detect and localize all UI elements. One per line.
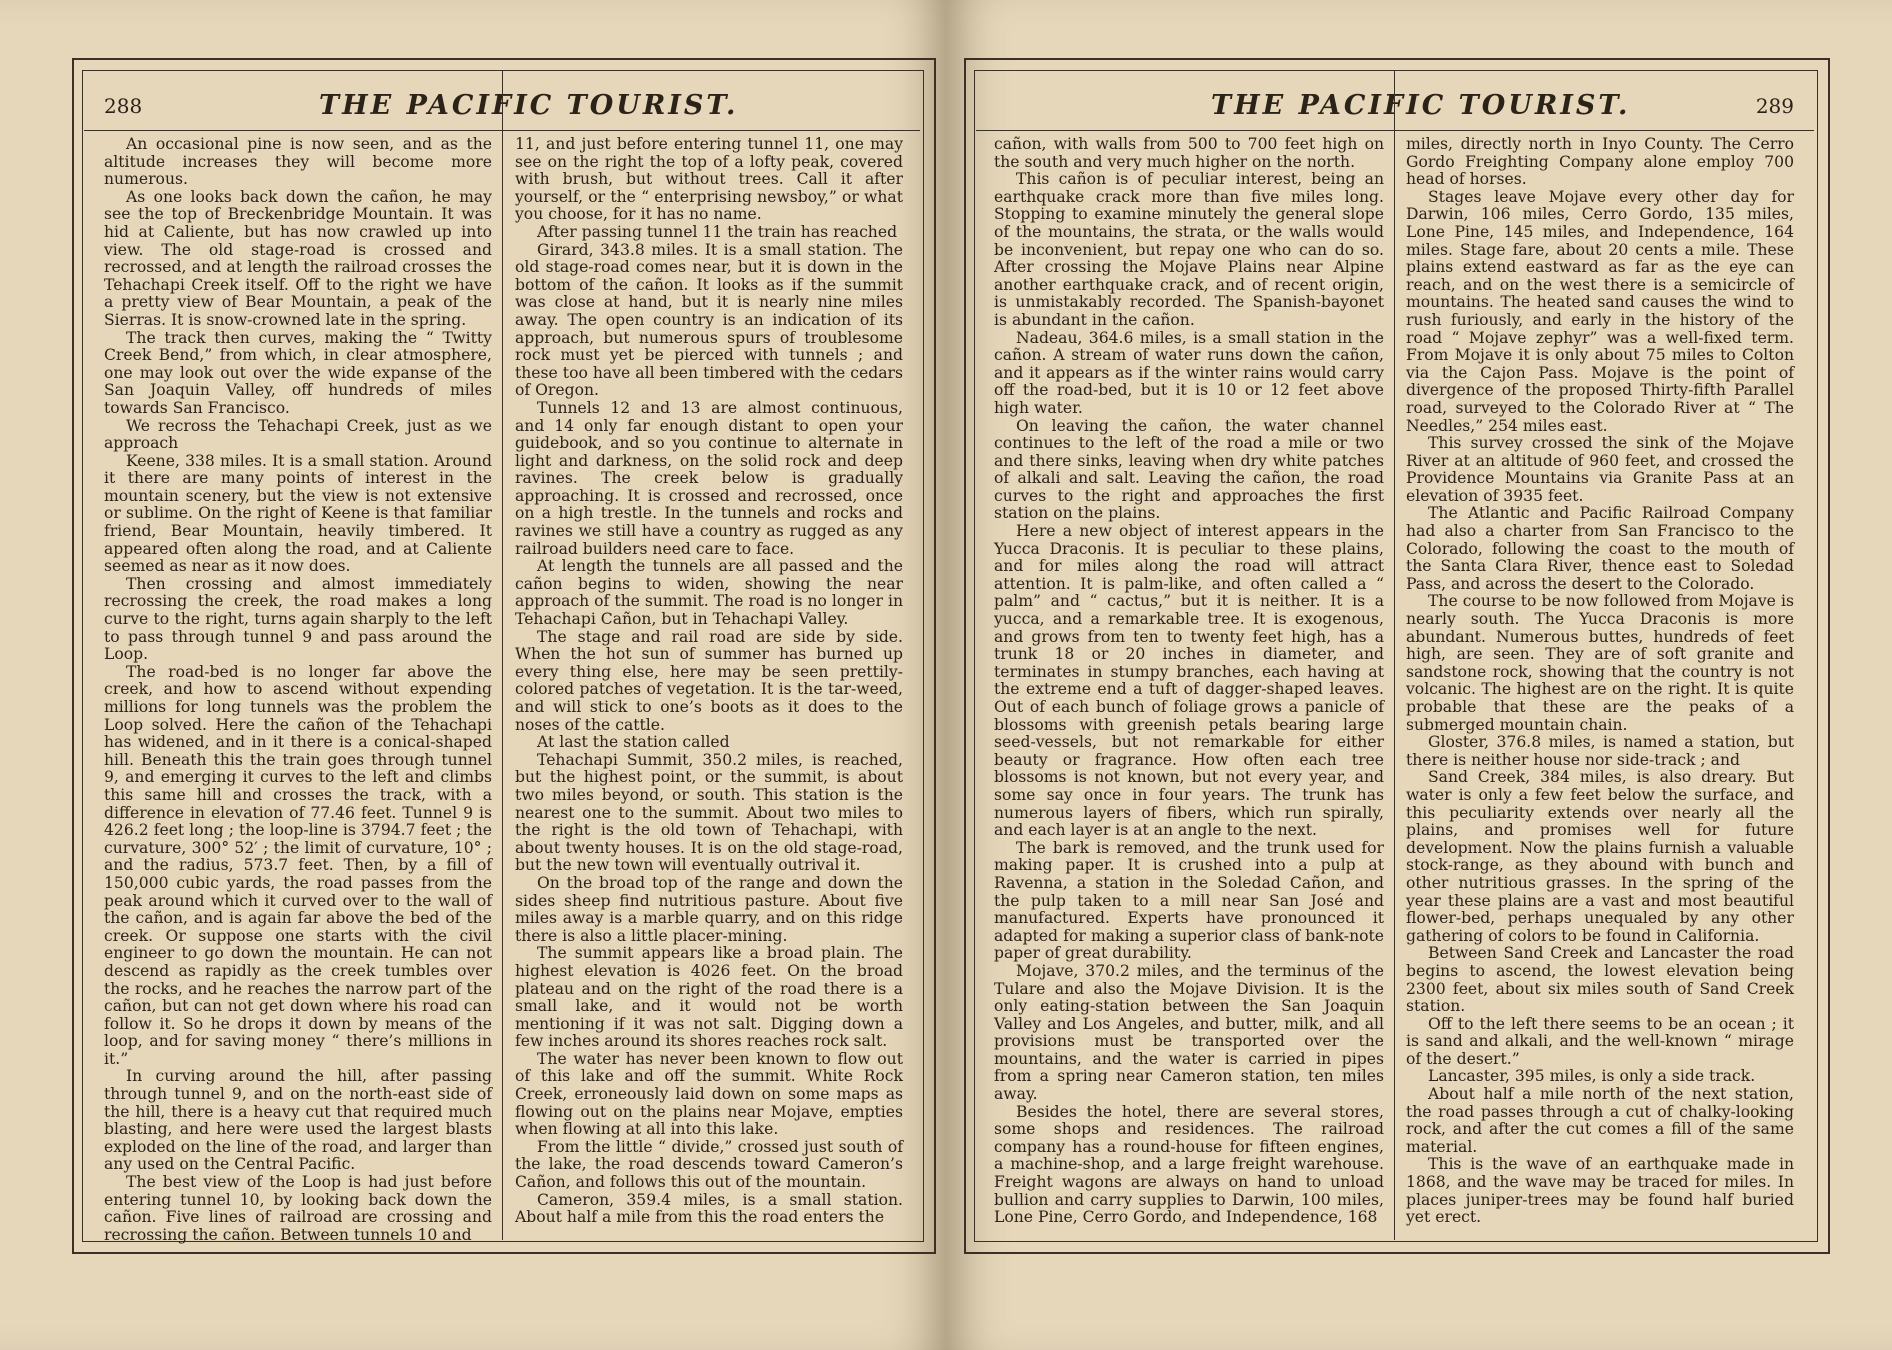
- paragraph: As one looks back down the cañon, he may see the top of Breckenbridge Mountain. It was hid at Caliente, but has now crawled up into view. The old stage-road is crossed and recrossed, and at length the railroad crosses the Tehachapi Creek itself. Off to the right we have a pretty view of Bear Mountain, a peak of the Sierras. It is snow-crowned late in the spring.: [104, 187, 492, 329]
- paragraph: Gloster, 376.8 miles, is named a station, but there is neither house nor side-track ; and: [1406, 733, 1794, 769]
- paragraph: The best view of the Loop is had just before entering tunnel 10, by looking back down the cañon. Five lines of railroad are crossing and recrossing the cañon. Between tunnels 10 and: [104, 1173, 492, 1244]
- running-title: THE PACIFIC TOURIST.: [319, 90, 739, 121]
- page-number: 289: [1755, 94, 1794, 118]
- paragraph: The water has never been known to flow out of this lake and off the summit. White Rock Creek, erroneously laid down on some maps as flowing out on the plains near Mojave, empties when flowing at all into this lake.: [515, 1049, 903, 1139]
- paragraph: Besides the hotel, there are several stores, some shops and residences. The railroad company has a round-house for fifteen engines, a machine-shop, and a large freight warehouse. Freight wagons are always on hand to unload bullion and carry supplies to Darwin, 100 miles, Lone Pine, Cerro Gordo, and Independence, 168: [994, 1102, 1384, 1227]
- paragraph: miles, directly north in Inyo County. The Cerro Gordo Freighting Company alone employ 700 head of horses.: [1406, 135, 1794, 189]
- paragraph: cañon, with walls from 500 to 700 feet high on the south and very much higher on the north.: [994, 135, 1384, 171]
- paragraph: This is the wave of an earthquake made in 1868, and the wave may be traced for miles. In places juniper-trees may be found half buried yet erect.: [1406, 1155, 1794, 1227]
- paragraph: This survey crossed the sink of the Mojave River at an altitude of 960 feet, and crossed the Providence Mountains via Granite Pass at an elevation of 3935 feet.: [1406, 434, 1794, 505]
- paragraph: Nadeau, 364.6 miles, is a small station in the cañon. A stream of water runs down the cañon, and it appears as if the winter rains would carry off the road-bed, but it is 10 or 12 feet above high water.: [994, 328, 1384, 417]
- paragraph: Girard, 343.8 miles. It is a small station. The old stage-road comes near, but it is down in the bottom of the cañon. It looks as if the summit was close at hand, but it is nearly nine miles away. The open country is an indication of its approach, but numerous spurs of troublesome rock must yet be pierced with tunnels ; and these too have all been timbered with the cedars of Oregon.: [515, 240, 903, 400]
- paragraph: The summit appears like a broad plain. The highest elevation is 4026 feet. On the broad plateau and on the right of the road there is a small lake, and it would not be worth mentioning if it was not salt. Digging down a few inches around its shores reaches rock salt.: [515, 944, 903, 1051]
- paragraph: Stages leave Mojave every other day for Darwin, 106 miles, Cerro Gordo, 135 miles, Lone Pine, 145 miles, and Independence, 164 miles. Stage fare, about 20 cents a mile. These plains extend eastward as far as the eye can reach, and on the west there is a semicircle of mountains. The heated sand causes the wind to rush furiously, and early in the history of the road “ Mojave zephyr” was a well-fixed term. From Mojave it is only about 75 miles to Colton via the Cajon Pass. Mojave is the point of divergence of the proposed Thirty-fifth Parallel road, surveyed to the Colorado River at “ The Needles,” 254 miles east.: [1406, 187, 1794, 435]
- running-title: THE PACIFIC TOURIST.: [1211, 90, 1631, 121]
- paragraph: Lancaster, 395 miles, is only a side track.: [1428, 1067, 1756, 1086]
- paragraph: An occasional pine is now seen, and as the altitude increases they will become more numerous.: [104, 135, 492, 189]
- paragraph: 11, and just before entering tunnel 11, one may see on the right the top of a lofty peak, covered with brush, but without trees. Call it after yourself, or the “ enterprising newsboy,” or what you choose, for it has no name.: [515, 135, 903, 224]
- text-column-2: [515, 135, 903, 1227]
- paragraph: This cañon is of peculiar interest, being an earthquake crack more than five miles long. Stopping to examine minutely the general slope of the mountains, the strata, or the walls would be inconvenient, but repay one who can do so. After crossing the Mojave Plains near Alpine another earthquake crack, and of recent origin, is unmistakably recorded. The Spanish-bayonet is abundant in the cañon.: [994, 170, 1384, 329]
- column-divider: [502, 70, 503, 1240]
- paragraph: Tunnels 12 and 13 are almost continuous, and 14 only far enough distant to open your guidebook, and so you continue to alternate in light and darkness, on the solid rock and deep ravines. The creek below is gradually approaching. It is crossed and recrossed, once on a high trestle. In the tunnels and rocks and ravines we still have a country as rugged as any railroad builders need care to face.: [515, 398, 903, 558]
- text-column-1: [104, 135, 492, 1244]
- paragraph: Cameron, 359.4 miles, is a small station. About half a mile from this the road enters the: [515, 1190, 903, 1227]
- paragraph: The track then curves, making the “ Twitty Creek Bend,” from which, in clear atmosphere, one may look out over the wide expanse of the San Joaquin Valley, off hundreds of miles towards San Francisco.: [104, 328, 492, 417]
- paragraph: The bark is removed, and the trunk used for making paper. It is crushed into a pulp at Ravenna, a station in the Soledad Cañon, and the pulp taken to a mill near San José and manufactured. Experts have pronounced it adapted for making a superior class of bank-note paper of great durability.: [994, 838, 1384, 963]
- paragraph: Here a new object of interest appears in the Yucca Draconis. It is peculiar to these plains, and for miles along the road will attract attention. It is palm-like, and often called a “ palm” and “ cactus,” but it is neither. It is a yucca, and a remarkable tree. It is exogenous, and grows from ten to twenty feet high, has a trunk 18 or 20 inches in diameter, and terminates in stumpy branches, each having at the extreme end a tuft of dagger-shaped leaves. Out of each bunch of foliage grows a panicle of blossoms with greenish petals bearing large seed-vessels, but not remarkable for either beauty or fragrance. How often each tree blossoms is not known, but not every year, and some say once in four years. The trunk has numerous layers of fibers, which run spirally, and each layer is at an angle to the next.: [994, 522, 1384, 840]
- header-rule: [976, 130, 1814, 131]
- paragraph: The road-bed is no longer far above the creek, and how to ascend without expending millions for long tunnels was the problem the Loop solved. Here the cañon of the Tehachapi has widened, and in it there is a conical-shaped hill. Beneath this the train goes through tunnel 9, and emerging it curves to the left and climbs this same hill and crosses the track, with a difference in elevation of 77.46 feet. Tunnel 9 is 426.2 feet long ; the loop-line is 3794.7 feet ; the curvature, 300° 52′ ; the limit of curvature, 10° ; and the radius, 573.7 feet. Then, by a fill of 150,000 cubic yards, the road passes from the peak around which it curved over to the wall of the cañon, and is again far above the bed of the creek. Or suppose one starts with the civil engineer to go down the mountain. He can not descend as rapidly as the creek tumbles over the rocks, and he reaches the narrow part of the cañon, but can not get down where his road can follow it. So he drops it down by means of the loop, and for saving money “ there’s millions in it.”: [104, 662, 492, 1068]
- paragraph: Mojave, 370.2 miles, and the terminus of the Tulare and also the Mojave Division. It is the only eating-station between the San Joaquin Valley and Los Angeles, and butter, milk, and all provisions must be transported over the mountains, and the water is carried in pipes from a spring near Cameron station, ten miles away.: [994, 961, 1384, 1104]
- paragraph: At length the tunnels are all passed and the cañon begins to widen, showing the near approach of the summit. The road is no longer in Tehachapi Cañon, but in Tehachapi Valley.: [515, 557, 903, 629]
- paragraph: Then crossing and almost immediately recrossing the creek, the road makes a long curve to the right, turns again sharply to the left to pass through tunnel 9 and pass around the Loop.: [104, 574, 492, 664]
- paragraph: We recross the Tehachapi Creek, just as we approach: [104, 416, 492, 453]
- page-number: 288: [104, 94, 143, 118]
- text-column-1: [994, 135, 1384, 1227]
- column-divider: [1394, 70, 1395, 1240]
- paragraph: Keene, 338 miles. It is a small station. Around it there are many points of interest in the mountain scenery, but the view is not extensive or sublime. On the right of Keene is that familiar friend, Bear Mountain, heavily timbered. It appeared often along the road, and at Caliente seemed as near as it now does.: [104, 451, 492, 576]
- paragraph: The stage and rail road are side by side. When the hot sun of summer has burned up every thing else, here may be seen prettily-colored patches of vegetation. It is the tar-weed, and will stick to one’s boots as it does to the noses of the cattle.: [515, 627, 903, 734]
- paragraph: At last the station called: [537, 733, 730, 752]
- page-header: [976, 80, 1814, 130]
- paragraph: The Atlantic and Pacific Railroad Company had also a charter from San Francisco to the Colorado, following the coast to the mouth of the Santa Clara River, thence east to Soledad Pass, and across the desert to the Colorado.: [1406, 504, 1794, 593]
- paragraph: From the little “ divide,” crossed just south of the lake, the road descends toward Cameron’s Cañon, and follows this out of the mountain.: [515, 1137, 903, 1192]
- paragraph: Between Sand Creek and Lancaster the road begins to ascend, the lowest elevation being 2300 feet, about six miles south of Sand Creek station.: [1406, 944, 1794, 1016]
- paragraph: About half a mile north of the next station, the road passes through a cut of chalky-looking rock, and after the cut comes a fill of the same material.: [1406, 1085, 1794, 1156]
- paragraph: On the broad top of the range and down the sides sheep find nutritious pasture. About five miles away is a marble quarry, and on this ridge there is also a little placer-mining.: [515, 873, 903, 945]
- paragraph: Off to the left there seems to be an ocean ; it is sand and alkali, and the well-known “ mirage of the desert.”: [1406, 1014, 1794, 1068]
- paragraph: The course to be now followed from Mojave is nearly south. The Yucca Draconis is more abundant. Numerous buttes, hundreds of feet high, are seen. They are of soft granite and sandstone rock, showing that the country is not volcanic. The highest are on the right. It is quite probable that these are the peaks of a submerged mountain chain.: [1406, 592, 1794, 734]
- paragraph: Sand Creek, 384 miles, is also dreary. But water is only a few feet below the surface, and this peculiarity extends over nearly all the plains, and promises well for future development. Now the plains furnish a valuable stock-range, as they abound with bunch and other nutritious grasses. In the spring of the year these plains are a vast and most beautiful flower-bed, perhaps unequaled by any other gathering of colors to be found in California.: [1406, 768, 1794, 945]
- paragraph: In curving around the hill, after passing through tunnel 9, and on the north-east side of the hill, there is a heavy cut that required much blasting, and here were used the largest blasts exploded on the line of the road, and larger than any used on the Central Pacific.: [104, 1067, 492, 1174]
- paragraph: After passing tunnel 11 the train has reached: [537, 222, 898, 241]
- text-column-2: [1406, 135, 1794, 1227]
- paragraph: On leaving the cañon, the water channel continues to the left of the road a mile or two and there sinks, leaving when dry white patches of alkali and salt. Leaving the cañon, the road curves to the right and approaches the first station on the plains.: [994, 416, 1384, 523]
- right-page: [946, 0, 1892, 1350]
- paragraph: Tehachapi Summit, 350.2 miles, is reached, but the highest point, or the summit, is about two miles beyond, or south. This station is the nearest one to the summit. About two miles to the right is the old town of Tehachapi, with about twenty houses. It is on the old stage-road, but the new town will eventually outrival it.: [515, 750, 903, 875]
